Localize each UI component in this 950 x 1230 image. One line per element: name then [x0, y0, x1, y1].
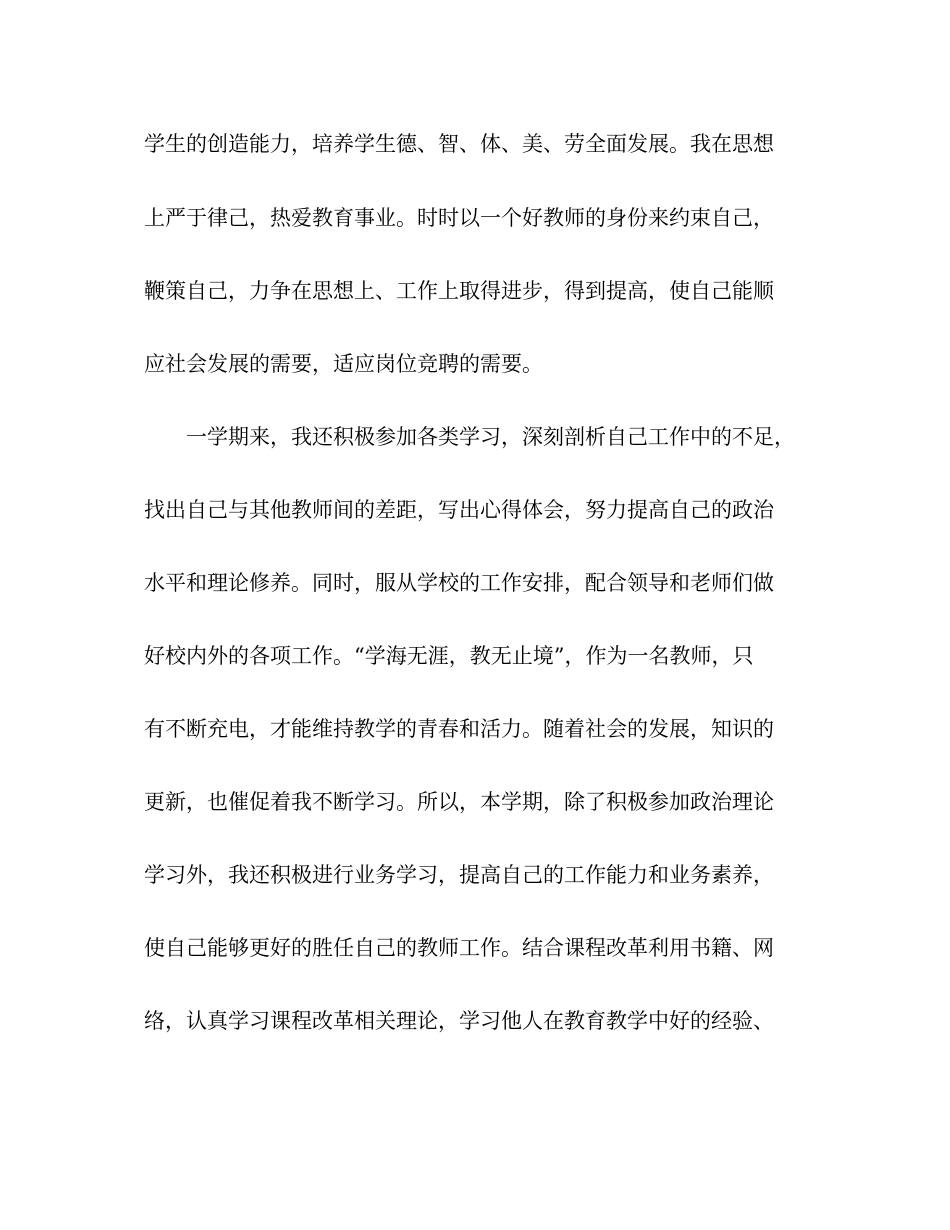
paragraph-2-line-1: 一学期来，我还积极参加各类学习，深刻剖析自己工作中的不足， [186, 425, 795, 449]
paragraph-1-line-1: 学生的创造能力，培养学生德、智、体、美、劳全面发展。我在思想 [144, 132, 774, 156]
paragraph-2-line-5: 有不断充电，才能维持教学的青春和活力。随着社会的发展，知识的 [144, 717, 774, 741]
paragraph-1-line-4: 应社会发展的需要，适应岗位竞聘的需要。 [144, 352, 543, 376]
paragraph-2-line-2: 找出自己与其他教师间的差距，写出心得体会，努力提高自己的政治 [144, 498, 774, 522]
paragraph-2-line-7: 学习外，我还积极进行业务学习，提高自己的工作能力和业务素养， [144, 863, 774, 887]
paragraph-2-line-4: 好校内外的各项工作。“学海无涯，教无止境”，作为一名教师，只 [144, 644, 754, 668]
paragraph-2-line-6: 更新，也催促着我不断学习。所以，本学期，除了积极参加政治理论 [144, 790, 774, 814]
paragraph-1-line-2: 上严于律己，热爱教育事业。时时以一个好教师的身份来约束自己， [144, 206, 774, 230]
paragraph-2-line-8: 使自己能够更好的胜任自己的教师工作。结合课程改革利用书籍、网 [144, 936, 774, 960]
paragraph-2-line-9: 络，认真学习课程改革相关理论，学习他人在教育教学中好的经验、 [144, 1009, 774, 1033]
paragraph-1-line-3: 鞭策自己，力争在思想上、工作上取得进步，得到提高，使自己能顺 [144, 279, 774, 303]
paragraph-2-line-3: 水平和理论修养。同时，服从学校的工作安排，配合领导和老师们做 [144, 571, 774, 595]
